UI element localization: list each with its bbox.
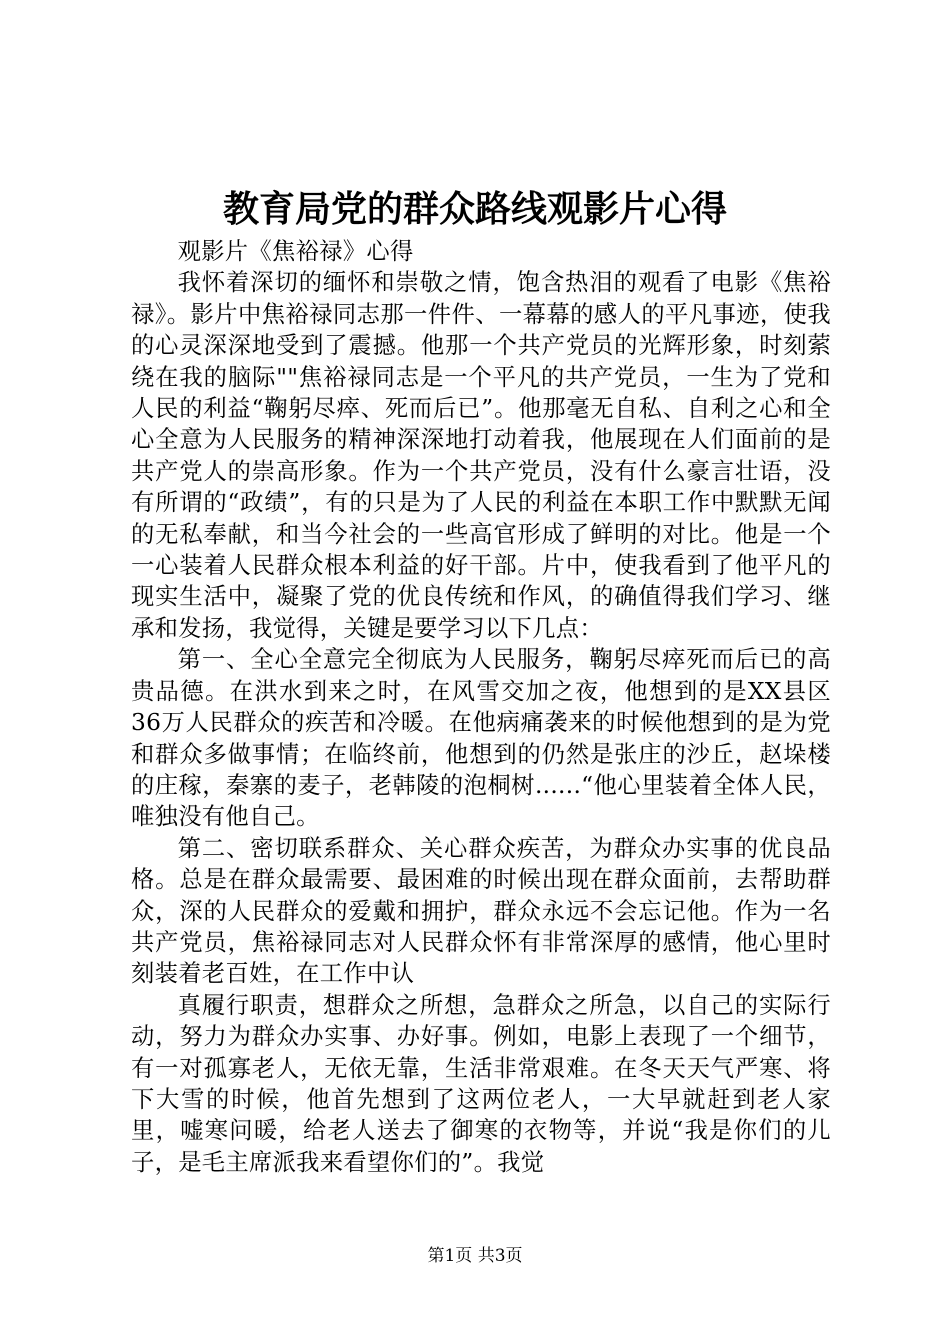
paragraph-intro: 我怀着深切的缅怀和崇敬之情，饱含热泪的观看了电影《焦裕禄》。影片中焦裕禄同志那一件件、一幕幕的感人的平凡事迹，使我的心灵深深地受到了震撼。他那一个共产党员的光辉形象，时刻萦绕在我的脑际""焦裕禄同志是一个平凡的共产党员，一生为了党和人民的利益“鞠躬尽瘁、死而后已”。他那毫无自私、自利之心和全心全意为人民服务的精神深深地打动着我，他展现在人们面前的是共产党人的崇高形象。作为一个共产党员，没有什么豪言壮语，没有所谓的“政绩”，有的只是为了人民的利益在本职工作中默默无闻的无私奉献，和当今社会的一些高官形成了鲜明的对比。他是一个一心装着人民群众根本利益的好干部。片中，使我看到了他平凡的现实生活中，凝聚了党的优良传统和作风，的确值得我们学习、继承和发扬，我觉得，关键是要学习以下几点： (131, 269, 831, 642)
document-body (131, 236, 831, 1178)
paragraph-continuation: 真履行职责，想群众之所想，急群众之所急，以自己的实际行动，努力为群众办实事、办好事。例如，电影上表现了一个细节，有一对孤寡老人，无依无靠，生活非常艰难。在冬天天气严寒、将下大雪的时候，他首先想到了这两位老人，一大早就赶到老人家里，嘘寒问暖，给老人送去了御寒的衣物等，并说“我是你们的儿子，是毛主席派我来看望你们的”。我觉 (131, 991, 831, 1176)
page-number-footer: 第1页 共3页 (427, 1246, 523, 1266)
document-subtitle: 观影片《焦裕禄》心得 (177, 238, 414, 265)
paragraph-point-one: 第一、全心全意完全彻底为人民服务，鞠躬尽瘁死而后已的高贵品德。在洪水到来之时，在风雪交加之夜，他想到的是XX县区36万人民群众的疾苦和冷暖。在他病痛袭来的时候他想到的是为党和群众多做事情；在临终前，他想到的仍然是张庄的沙丘，赵垛楼的庄稼，秦寨的麦子，老韩陵的泡桐树......“他心里装着全体人民，唯独没有他自己。 (131, 646, 831, 831)
document-title: 教育局党的群众路线观影片心得 (222, 188, 727, 230)
paragraph-point-two: 第二、密切联系群众、关心群众疾苦，为群众办实事的优良品格。总是在群众最需要、最困难的时候出现在群众面前，去帮助群众，深的人民群众的爱戴和拥护，群众永远不会忘记他。作为一名共产党员，焦裕禄同志对人民群众怀有非常深厚的感情，他心里时刻装着老百姓，在工作中认 (131, 834, 831, 988)
